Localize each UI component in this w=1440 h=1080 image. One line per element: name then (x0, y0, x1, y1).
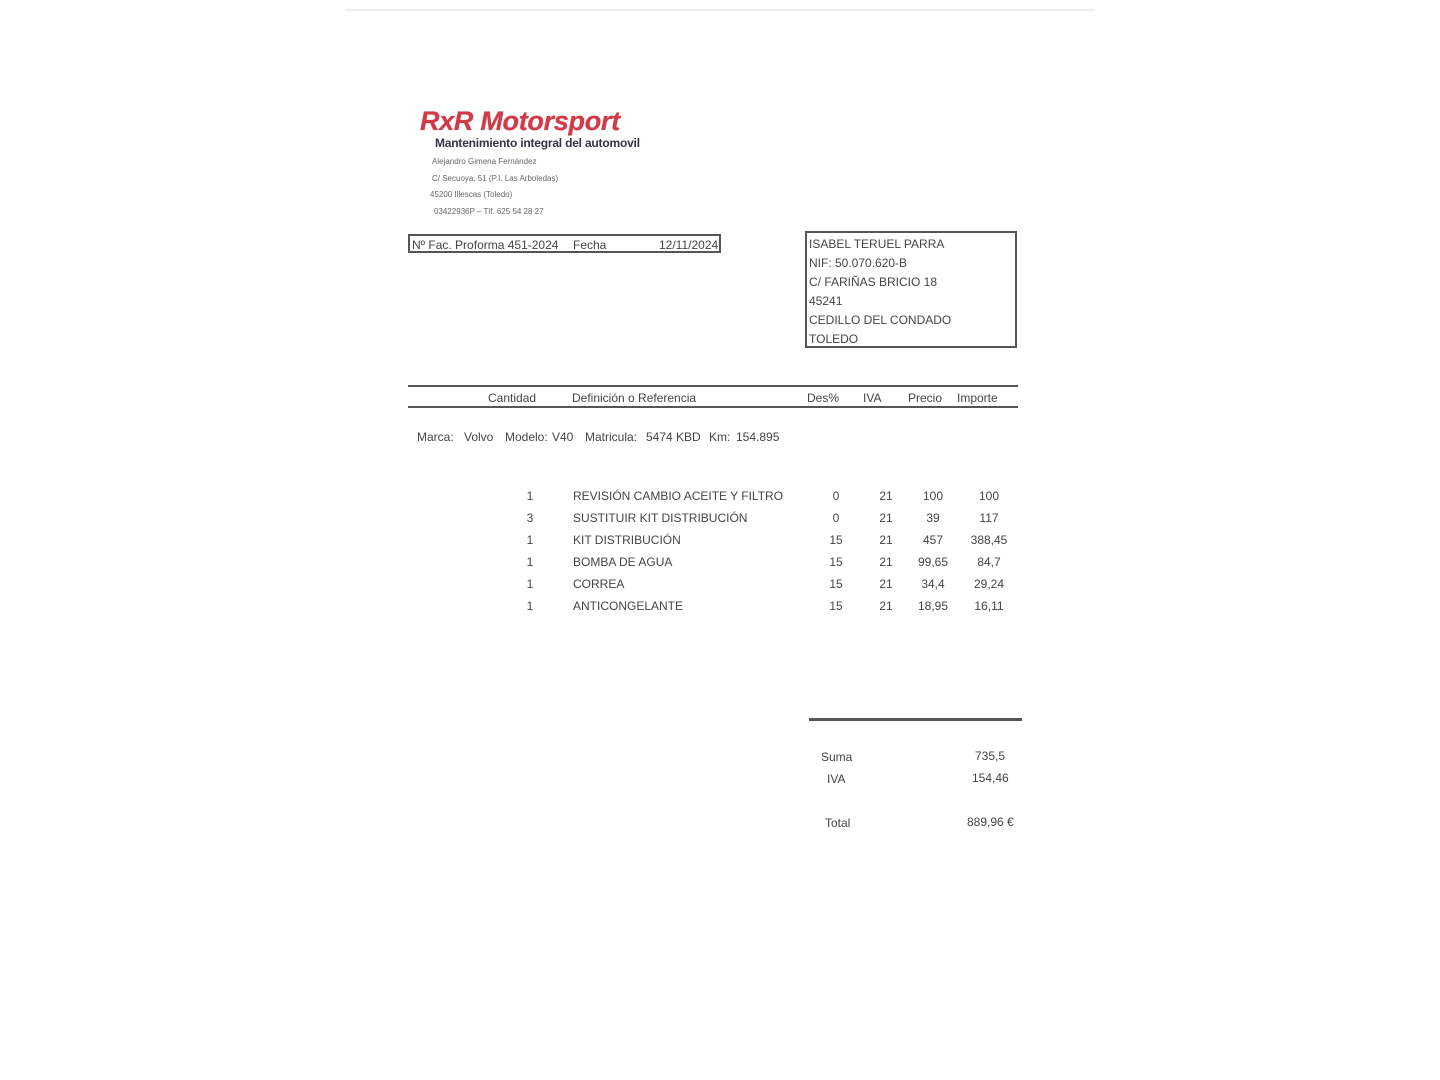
invoice-number: Nº Fac. Proforma 451-2024 (412, 238, 559, 252)
header-precio: Precio (908, 391, 943, 405)
row-iva: 21 (879, 555, 893, 569)
header-definicion: Definición o Referencia (572, 391, 697, 405)
row-discount: 0 (832, 511, 840, 525)
row-description: REVISIÓN CAMBIO ACEITE Y FILTRO (573, 489, 784, 503)
invoice-number-box (408, 234, 721, 253)
row-description: BOMBA DE AGUA (573, 555, 673, 569)
row-iva: 21 (879, 577, 893, 591)
company-street: C/ Secuoya, 51 (P.I. Las Arboledas) (432, 174, 559, 183)
header-iva: IVA (863, 391, 882, 405)
company-contact: 03422936P – Tlf. 625 54 28 27 (434, 207, 544, 216)
row-description: ANTICONGELANTE (573, 599, 684, 613)
client-province: TOLEDO (809, 332, 859, 346)
iva-total-label: IVA (827, 772, 846, 786)
row-quantity: 1 (526, 533, 534, 547)
row-description: KIT DISTRIBUCIÓN (573, 533, 681, 547)
client-street: C/ FARIÑAS BRICIO 18 (809, 275, 938, 289)
row-quantity: 1 (526, 555, 534, 569)
row-price: 39 (926, 511, 940, 525)
client-box (805, 231, 1017, 348)
vehicle-marca: Volvo (464, 430, 494, 444)
row-iva: 21 (879, 533, 893, 547)
client-town: CEDILLO DEL CONDADO (809, 313, 952, 327)
vehicle-matricula-label: Matricula: (585, 430, 638, 444)
row-amount: 117 (979, 511, 999, 525)
vehicle-modelo: V40 (552, 430, 574, 444)
row-price: 100 (922, 489, 944, 503)
vehicle-modelo-label: Modelo: (505, 430, 548, 444)
table-header-bottom-rule (408, 406, 1018, 408)
vehicle-km: 154.895 (736, 430, 780, 444)
row-quantity: 3 (526, 511, 534, 525)
row-amount: 100 (978, 489, 1000, 503)
company-owner: Alejandro Gimena Fernández (432, 157, 537, 166)
vehicle-matricula: 5474 KBD (646, 430, 701, 444)
row-iva: 21 (879, 511, 893, 525)
row-discount: 15 (829, 555, 843, 569)
row-amount: 16,11 (974, 599, 1004, 613)
invoice-date: 12/11/2024 (659, 238, 719, 252)
row-iva: 21 (879, 489, 893, 503)
client-postcode: 45241 (809, 294, 843, 308)
row-amount: 84,7 (977, 555, 1001, 569)
row-discount: 15 (829, 577, 843, 591)
company-city: 45200 Illescas (Toledo) (430, 190, 513, 199)
vehicle-marca-label: Marca: (417, 430, 454, 444)
header-descuento: Des% (807, 391, 840, 405)
row-price: 457 (922, 533, 944, 547)
row-iva: 21 (879, 599, 893, 613)
row-price: 99,65 (917, 555, 949, 569)
row-discount: 15 (829, 533, 843, 547)
row-quantity: 1 (526, 577, 534, 591)
row-price: 18,95 (917, 599, 949, 613)
suma-value: 735,5 (975, 749, 1006, 763)
invoice-date-label: Fecha (573, 238, 607, 252)
row-discount: 15 (829, 599, 843, 613)
row-quantity: 1 (526, 599, 534, 613)
client-name: ISABEL TERUEL PARRA (809, 237, 945, 251)
iva-total-value: 154,46 (972, 771, 1009, 785)
table-header-top-rule (408, 385, 1018, 387)
row-price: 34,4 (921, 577, 945, 591)
suma-label: Suma (821, 750, 853, 764)
totals-rule (809, 718, 1022, 721)
company-slogan: Mantenimiento integral del automovil (435, 136, 640, 150)
row-description: CORREA (573, 577, 625, 591)
vehicle-km-label: Km: (709, 430, 731, 444)
header-importe: Importe (957, 391, 998, 405)
company-logo: RxR Motorsport (420, 106, 620, 136)
row-quantity: 1 (526, 489, 534, 503)
scan-edge-line (345, 9, 1095, 11)
row-amount: 388,45 (970, 533, 1008, 547)
row-discount: 0 (832, 489, 840, 503)
total-value: 889,96 € (967, 815, 1014, 829)
row-amount: 29,24 (973, 577, 1005, 591)
row-description: SUSTITUIR KIT DISTRIBUCIÓN (573, 511, 748, 525)
total-label: Total (825, 816, 851, 830)
header-cantidad: Cantidad (488, 391, 537, 405)
client-nif: NIF: 50.070.620-B (809, 256, 908, 270)
